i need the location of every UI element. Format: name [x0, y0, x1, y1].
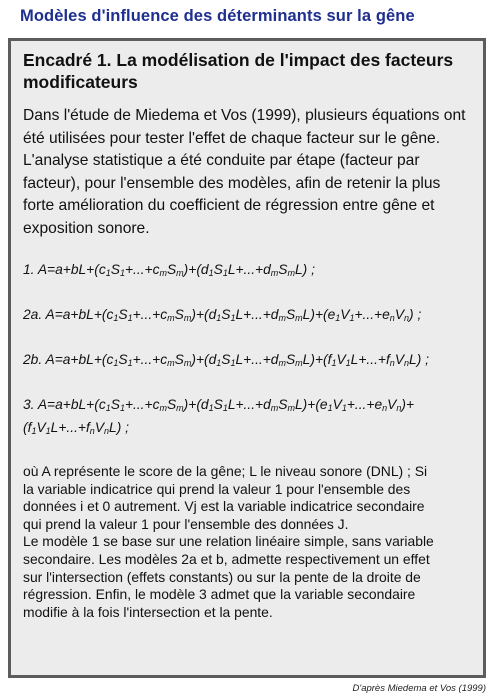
equation-1: 1. $A=a+bL+(c_1S_1+...+c_mS_m)+(d_1S_1L+...+d_mS_mL)$ ; [23, 262, 315, 278]
legend-line: Le modèle 1 se base sur une relation linéaire simple, sans variable [23, 533, 434, 550]
intro-paragraph: Dans l'étude de Miedema et Vos (1999), plusieurs équations ont été utilisées pour tester l'effet de chaque facteur sur le gêne. L'analyse statistique a été conduite par étape (facteur par facteur), pour l'ensemble des modèles, afin de retenir la plus forte amélioration du coefficient de régression entre gêne et exposition sonore. [23, 107, 466, 237]
equation-2a: 2a. $A=a+bL+(c_1S_1+...+c_mS_m)+(d_1S_1L+...+d_mS_mL)+(e_1V_1+...+e_nV_n)$ ; [23, 307, 422, 323]
box-title: Encadré 1. La modélisation de l'impact des facteurs modificateurs [23, 50, 454, 92]
legend-line: sur l'intersection (effets constants) ou sur la pente de la droite de [23, 568, 421, 585]
legend-line: secondaire. Les modèles 2a et b, admette respectivement un effet [23, 550, 430, 567]
legend-line: où A représente le score de la gêne; L le niveau sonore (DNL) ; Si [23, 463, 428, 479]
legend-line: la variable indicatrice qui prend la valeur 1 pour l'ensemble des [23, 480, 411, 497]
equation-2b: 2b. $A=a+bL+(c_1S_1+...+c_mS_m)+(d_1S_1L+...+d_mS_mL)+(f_1V_1L+...+f_nV_nL)$ ; [23, 352, 429, 368]
equation-3: 3. $A=a+bL+(c_1S_1+...+c_mS_m)+(d_1S_1L+...+d_mS_mL)+(e_1V_1+...+e_nV_n)+ (f_1V_1L+...+f_nV_nL)$ ; [23, 397, 415, 436]
legend-line: données i et 0 autrement. Vj est la variable indicatrice secondaire [23, 498, 425, 515]
info-box [8, 38, 486, 678]
legend-line: modifie à la fois l'intersection et la pente. [23, 603, 273, 620]
page-title: Modèles d'influence des déterminants sur la gêne [20, 7, 415, 25]
legend-line: qui prend la valeur 1 pour l'ensemble des données J. [23, 515, 349, 532]
legend-paragraph [23, 463, 473, 621]
legend-line: régression. Enfin, le modèle 3 admet que la variable secondaire [23, 586, 416, 603]
source-credit: D'après Miedema et Vos (1999) [352, 683, 486, 694]
